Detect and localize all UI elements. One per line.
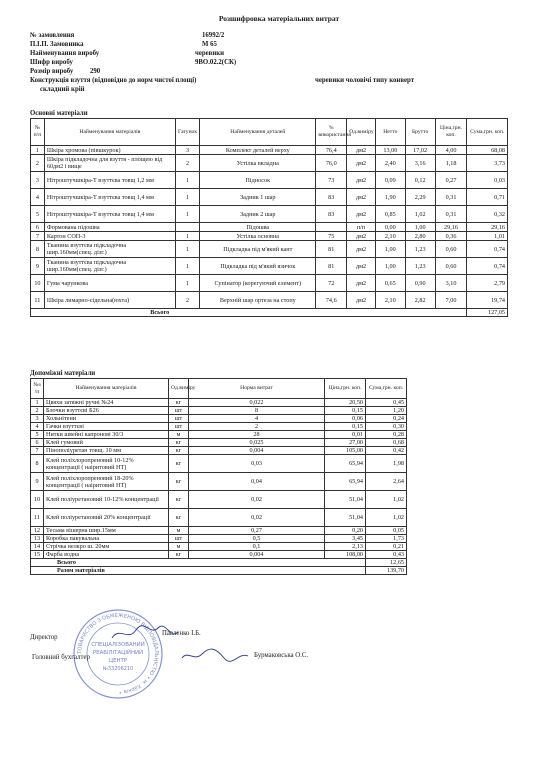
table-cell: Підошва <box>200 223 316 232</box>
table-cell: 81 <box>316 241 347 258</box>
table-cell: дм2 <box>347 275 376 292</box>
table-cell: 27,00 <box>325 439 366 447</box>
construction-label: Конструкція взуття (відповідно до норм чистої площі) <box>30 77 197 84</box>
table-cell: 3,10 <box>435 275 467 292</box>
table-cell: Цвяхи затяжні ручні №24 <box>44 399 169 407</box>
table-cell: дм2 <box>347 189 376 206</box>
table-row <box>31 172 508 189</box>
table-cell: 3 <box>175 146 199 155</box>
table-cell: 2 <box>31 407 44 415</box>
table-cell: Фарба водна <box>44 551 169 559</box>
table-cell: 1 <box>175 206 199 223</box>
table-cell: 19,74 <box>467 292 508 309</box>
table-row <box>31 155 508 172</box>
header-cell: Нетто <box>375 119 405 146</box>
table-cell: 0,31 <box>435 206 467 223</box>
table-cell: 3,16 <box>405 155 435 172</box>
meta-label: Розмір виробу <box>30 68 74 75</box>
table-cell: кг <box>169 439 189 447</box>
table-cell: 4,00 <box>435 146 467 155</box>
aux-table-body <box>31 399 407 559</box>
table-row <box>31 223 508 232</box>
table-cell: 2,29 <box>405 189 435 206</box>
header-cell: № п/п <box>31 119 45 146</box>
table-cell: Клей поліуретановий 10-12% концентрації <box>44 491 169 509</box>
meta-order <box>30 31 550 40</box>
table-cell <box>175 223 199 232</box>
table-header <box>31 119 508 146</box>
table-cell: 1,23 <box>405 241 435 258</box>
table-cell: 51,04 <box>325 509 366 527</box>
meta-code <box>30 58 550 67</box>
table-cell: Коробка пакувальна <box>44 535 169 543</box>
table-cell: 0,15 <box>325 407 366 415</box>
table-cell: 0,03 <box>189 455 325 473</box>
table-cell: 13 <box>31 535 44 543</box>
table-cell: 81 <box>316 258 347 275</box>
svg-text:ЦЕНТР: ЦЕНТР <box>108 658 128 664</box>
table-row <box>31 535 407 543</box>
total-value: 127,05 <box>467 309 508 317</box>
table-cell: Задник 1 шар <box>200 189 316 206</box>
grand-total-row <box>31 567 407 575</box>
director-name: Павленко І.Б. <box>162 630 201 637</box>
table-header <box>31 379 407 399</box>
table-cell: 76,0 <box>316 155 347 172</box>
table-cell: 0,32 <box>467 206 508 223</box>
meta-customer <box>30 40 550 49</box>
table-cell: 29,16 <box>467 223 508 232</box>
table-cell: 2,40 <box>375 155 405 172</box>
table-cell: 20,50 <box>325 399 366 407</box>
aux-materials-table <box>30 378 407 575</box>
table-cell: 28 <box>189 431 325 439</box>
table-cell: 74,6 <box>316 292 347 309</box>
table-cell: 83 <box>316 189 347 206</box>
table-cell: 0,004 <box>189 551 325 559</box>
svg-text:РЕАБІЛІТАЦІЙНИЙ: РЕАБІЛІТАЦІЙНИЙ <box>92 650 144 656</box>
header-cell: Найменування матеріалів <box>44 119 175 146</box>
table-cell: 0,025 <box>189 439 325 447</box>
header-cell: Од.виміру <box>347 119 376 146</box>
table-cell: 0,36 <box>435 232 467 241</box>
table-cell: 7,00 <box>435 292 467 309</box>
table-cell: 0,90 <box>405 275 435 292</box>
meta-product <box>30 49 550 58</box>
header-cell: Ціна,грн. коп. <box>325 379 366 399</box>
table-cell: 7 <box>31 447 44 455</box>
table-cell: 17,02 <box>405 146 435 155</box>
table-cell: 0,21 <box>366 543 407 551</box>
table-cell: 0,27 <box>435 172 467 189</box>
meta-value: М 65 <box>202 41 217 48</box>
table-cell: Шкіра підкладочна для взуття - площею від 60дм2 і вище <box>44 155 175 172</box>
accountant-name: Бурмаковська О.С. <box>254 652 309 659</box>
table-cell: 5 <box>31 206 45 223</box>
table-cell: 108,00 <box>325 551 366 559</box>
section-aux-title: Допоміжні матеріали <box>30 370 96 377</box>
table-row <box>31 292 508 309</box>
meta-size <box>30 67 550 76</box>
table-cell: 0,004 <box>189 447 325 455</box>
table-cell: 1 <box>31 146 45 155</box>
table-cell: Нітроштучшкіра-Т взуттєва товщ 1,4 мм <box>44 189 175 206</box>
meta-value: 290 <box>90 68 101 75</box>
table-cell: Стрічка велкро ш. 20мм <box>44 543 169 551</box>
table-cell: Комплект деталей верху <box>200 146 316 155</box>
table-cell: Підносок <box>200 172 316 189</box>
table-cell: 13,00 <box>375 146 405 155</box>
table-cell: шт <box>169 535 189 543</box>
table-cell: 1,01 <box>467 232 508 241</box>
table-cell: 0,00 <box>375 223 405 232</box>
table-cell: дм2 <box>347 172 376 189</box>
total-row <box>31 309 508 317</box>
table-cell: 2,13 <box>325 543 366 551</box>
table-cell: 51,04 <box>325 491 366 509</box>
table-cell: 1 <box>175 258 199 275</box>
aux-total-row <box>31 559 407 567</box>
table-cell: Устілка вкладна <box>200 155 316 172</box>
table-cell: 2,10 <box>375 292 405 309</box>
table-cell: 2,82 <box>405 292 435 309</box>
table-cell: 0,02 <box>189 509 325 527</box>
table-cell: 2 <box>189 423 325 431</box>
table-cell: 14 <box>31 543 44 551</box>
table-cell: 2,79 <box>467 275 508 292</box>
meta-block <box>30 31 550 94</box>
director-signature <box>110 622 180 644</box>
meta-value: черевики <box>195 50 225 57</box>
table-cell: 3,73 <box>467 155 508 172</box>
table-cell: Формована підошва <box>44 223 175 232</box>
table-cell: 1,02 <box>366 491 407 509</box>
table-cell: 1,02 <box>405 206 435 223</box>
table-cell: кг <box>169 491 189 509</box>
table-cell: 68,08 <box>467 146 508 155</box>
table-cell: 5 <box>31 431 44 439</box>
table-cell: 8 <box>31 455 44 473</box>
table-cell: 0,24 <box>366 415 407 423</box>
table-cell: дм2 <box>347 258 376 275</box>
table-cell: 73 <box>316 172 347 189</box>
table-cell: 0,03 <box>467 172 508 189</box>
table-cell: 1,73 <box>366 535 407 543</box>
header-cell: Брутто <box>405 119 435 146</box>
table-cell: 4 <box>31 423 44 431</box>
table-cell: 105,00 <box>325 447 366 455</box>
table-cell: м <box>169 431 189 439</box>
table-cell: 83 <box>316 206 347 223</box>
table-row <box>31 431 407 439</box>
table-cell: 1 <box>175 241 199 258</box>
table-cell: 0,71 <box>467 189 508 206</box>
table-cell: кг <box>169 455 189 473</box>
table-cell: Клей поліхлоропреновий 18-20% концентрації ( наіритовий НТ) <box>44 473 169 491</box>
table-cell: 6 <box>31 223 45 232</box>
table-cell: Хольнітени <box>44 415 169 423</box>
table-row <box>31 189 508 206</box>
table-cell: 1 <box>31 399 44 407</box>
table-row <box>31 509 407 527</box>
table-cell: Тканина взуттєва підкладочна шир.160мм(спец. дізг.) <box>44 258 175 275</box>
table-cell: 2 <box>31 155 45 172</box>
table-cell: 0,01 <box>325 431 366 439</box>
table-cell: 9 <box>31 473 44 491</box>
header-cell: Сума,грн. коп. <box>366 379 407 399</box>
table-cell: 0,06 <box>325 415 366 423</box>
table-cell: кг <box>169 447 189 455</box>
meta-label: Шифр виробу <box>30 59 73 66</box>
table-cell: 12 <box>31 527 44 535</box>
table-row <box>31 407 407 415</box>
meta-label: № замовлення <box>30 32 75 39</box>
table-cell: 3 <box>31 415 44 423</box>
svg-text:СПЕЦІАЛІЗОВАНИЙ: СПЕЦІАЛІЗОВАНИЙ <box>91 642 145 648</box>
meta-label: Найменування виробу <box>30 50 100 57</box>
table-cell: 0,45 <box>366 399 407 407</box>
table-cell: 0,60 <box>435 258 467 275</box>
table-cell: 7 <box>31 232 45 241</box>
accountant-signature <box>180 644 250 666</box>
table-cell: 0,65 <box>375 275 405 292</box>
table-cell: шт <box>169 423 189 431</box>
table-cell: 0,60 <box>435 241 467 258</box>
table-cell: 65,94 <box>325 455 366 473</box>
table-row <box>31 206 508 223</box>
table-cell: 0,05 <box>366 527 407 535</box>
aux-total-label: Всього <box>31 559 366 567</box>
table-cell: 1,00 <box>405 223 435 232</box>
table-row <box>31 439 407 447</box>
table-cell: 8 <box>31 241 45 258</box>
meta-label: П.І.П. Замовника <box>30 41 84 48</box>
table-cell: м <box>169 527 189 535</box>
header-cell: Норма витрат <box>189 379 325 399</box>
table-cell: 1,00 <box>375 241 405 258</box>
table-cell: 3 <box>31 172 45 189</box>
table-cell: 72 <box>316 275 347 292</box>
table-cell: 0,09 <box>375 172 405 189</box>
table-cell: 11 <box>31 509 44 527</box>
table-cell: 65,94 <box>325 473 366 491</box>
table-cell: 0,022 <box>189 399 325 407</box>
table-cell: 3,45 <box>325 535 366 543</box>
table-cell: 10 <box>31 275 45 292</box>
table-cell: 0,68 <box>366 439 407 447</box>
table-cell: 1,23 <box>405 258 435 275</box>
table-cell: Шкіра лимарно-сідельна(юхта) <box>44 292 175 309</box>
table-cell <box>316 223 347 232</box>
table-cell: Пінополіуретан товщ. 10 мм <box>44 447 169 455</box>
table-cell: 1 <box>175 232 199 241</box>
header-cell: Найменування деталей <box>200 119 316 146</box>
table-cell: шт <box>169 415 189 423</box>
table-cell: 1 <box>175 275 199 292</box>
table-cell: 0,30 <box>366 423 407 431</box>
table-cell: дм2 <box>347 241 376 258</box>
table-row <box>31 543 407 551</box>
main-table-body <box>31 146 508 309</box>
table-cell: 0,31 <box>435 189 467 206</box>
table-cell: 1,00 <box>375 258 405 275</box>
header-cell: Ціна,грн. коп. <box>435 119 467 146</box>
table-cell: 1,02 <box>366 509 407 527</box>
table-cell: Нітроштучшкіра-Т взуттєва товщ 1,2 мм <box>44 172 175 189</box>
table-cell: Підкладка під м'який язичок <box>200 258 316 275</box>
grand-total-value: 139,70 <box>366 567 407 575</box>
svg-text:ТОВАРИСТВО З ОБМЕЖЕНОЮ ВІДПОВІ: ТОВАРИСТВО З ОБМЕЖЕНОЮ ВІДПОВІДАЛЬНІСТЮ • м. Харків • <box>76 612 160 696</box>
table-cell: 0,1 <box>189 543 325 551</box>
table-cell: 76,4 <box>316 146 347 155</box>
table-cell: 4 <box>31 189 45 206</box>
table-cell: п/п <box>347 223 376 232</box>
meta-value: 9ВО.02.2(СК) <box>195 59 237 66</box>
table-cell: кг <box>169 509 189 527</box>
table-cell: Задник 2 шар <box>200 206 316 223</box>
table-cell: Підкладка під м'який кант <box>200 241 316 258</box>
table-cell: 75 <box>316 232 347 241</box>
construction-cont: складний крій <box>40 86 85 93</box>
table-cell: Гума чарункова <box>44 275 175 292</box>
doc-title: Розшифровка матеріальних витрат <box>218 14 340 23</box>
table-cell: 2,80 <box>405 232 435 241</box>
table-cell: 1,98 <box>366 455 407 473</box>
table-cell: 0,74 <box>467 258 508 275</box>
table-cell: Клей поліуретановий 20% концентрації <box>44 509 169 527</box>
table-cell: Гачки взуттєві <box>44 423 169 431</box>
header-cell: Сума,грн. коп. <box>467 119 508 146</box>
table-cell: 1,90 <box>375 189 405 206</box>
table-cell: Блочки взуттєві Б26 <box>44 407 169 415</box>
header-cell: Найменування матеріалів <box>44 379 169 399</box>
table-row <box>31 491 407 509</box>
table-cell: 15 <box>31 551 44 559</box>
table-row <box>31 473 407 491</box>
table-row <box>31 258 508 275</box>
table-cell: 10 <box>31 491 44 509</box>
meta-construction <box>30 76 550 85</box>
table-cell: 0,74 <box>467 241 508 258</box>
table-cell: дм2 <box>347 155 376 172</box>
header-cell: Од.виміру <box>169 379 189 399</box>
table-cell: дм2 <box>347 292 376 309</box>
table-cell: Верхній шар ортеза на стопу <box>200 292 316 309</box>
table-cell: Клей гумовий <box>44 439 169 447</box>
table-cell: 1,18 <box>435 155 467 172</box>
table-cell: 0,28 <box>366 431 407 439</box>
table-row <box>31 241 508 258</box>
table-row <box>31 146 508 155</box>
table-cell: 11 <box>31 292 45 309</box>
table-cell: Тканина взуттєва підкладочна шир.160мм(спец. дізг.) <box>44 241 175 258</box>
table-cell: кг <box>169 551 189 559</box>
table-cell: 2 <box>175 292 199 309</box>
header-cell: №з /п <box>31 379 44 399</box>
table-cell: 0,15 <box>325 423 366 431</box>
meta-value: 16992/2 <box>202 32 225 39</box>
table-row <box>31 551 407 559</box>
table-cell: Тесьма вішерна шир.15мм <box>44 527 169 535</box>
director-label: Директор <box>30 634 58 641</box>
table-cell: 4 <box>189 415 325 423</box>
table-cell: 0,42 <box>366 447 407 455</box>
table-cell: Клей поліхлоропреновий 10-12% концентрації ( наіритовий НТ) <box>44 455 169 473</box>
table-cell: 1,20 <box>366 407 407 415</box>
table-cell: 0,20 <box>325 527 366 535</box>
table-cell: 29,16 <box>435 223 467 232</box>
section-main-title: Основні матеріали <box>30 110 88 117</box>
table-cell: 9 <box>31 258 45 275</box>
table-cell: шт <box>169 407 189 415</box>
table-cell: дм2 <box>347 232 376 241</box>
table-cell: 8 <box>189 407 325 415</box>
table-cell: Шкіра хромова (півшкурок) <box>44 146 175 155</box>
table-row <box>31 399 407 407</box>
table-cell: 0,02 <box>189 491 325 509</box>
table-cell: Супінатор (корегуючий елемент) <box>200 275 316 292</box>
aux-total-value: 12,65 <box>366 559 407 567</box>
table-cell: 0,5 <box>189 535 325 543</box>
table-row <box>31 275 508 292</box>
table-row <box>31 447 407 455</box>
accountant-label: Головний бухгалтер <box>32 654 90 661</box>
table-cell: 6 <box>31 439 44 447</box>
table-cell: м <box>169 543 189 551</box>
table-cell: 0,04 <box>189 473 325 491</box>
svg-text:№33206210: №33206210 <box>102 666 134 672</box>
table-row <box>31 232 508 241</box>
total-label: Всього <box>31 309 467 317</box>
table-row <box>31 415 407 423</box>
table-cell: 0,12 <box>405 172 435 189</box>
table-cell: 1 <box>175 189 199 206</box>
table-cell: 0,27 <box>189 527 325 535</box>
table-row <box>31 455 407 473</box>
table-cell: Нитки швейні капронові 30/3 <box>44 431 169 439</box>
header-cell: Гатунок <box>175 119 199 146</box>
table-cell: 2,64 <box>366 473 407 491</box>
table-cell: 1 <box>175 172 199 189</box>
table-row <box>31 527 407 535</box>
table-cell: 0,85 <box>375 206 405 223</box>
table-cell: 0,43 <box>366 551 407 559</box>
grand-total-label: Разом матеріалів <box>31 567 366 575</box>
table-cell: кг <box>169 399 189 407</box>
table-cell: Нітроштучшкіра-Т взуттєва товщ 1,4 мм <box>44 206 175 223</box>
table-cell: 2 <box>175 155 199 172</box>
construction-value: черевики чоловічі типу конверт <box>315 77 415 84</box>
table-cell: Устілка основна <box>200 232 316 241</box>
table-cell: кг <box>169 473 189 491</box>
table-cell: Картон СОП-3 <box>44 232 175 241</box>
table-cell: дм2 <box>347 206 376 223</box>
table-row <box>31 423 407 431</box>
main-materials-table <box>30 118 508 317</box>
table-cell: 2,10 <box>375 232 405 241</box>
table-cell: дм2 <box>347 146 376 155</box>
header-cell: % використання <box>316 119 347 146</box>
